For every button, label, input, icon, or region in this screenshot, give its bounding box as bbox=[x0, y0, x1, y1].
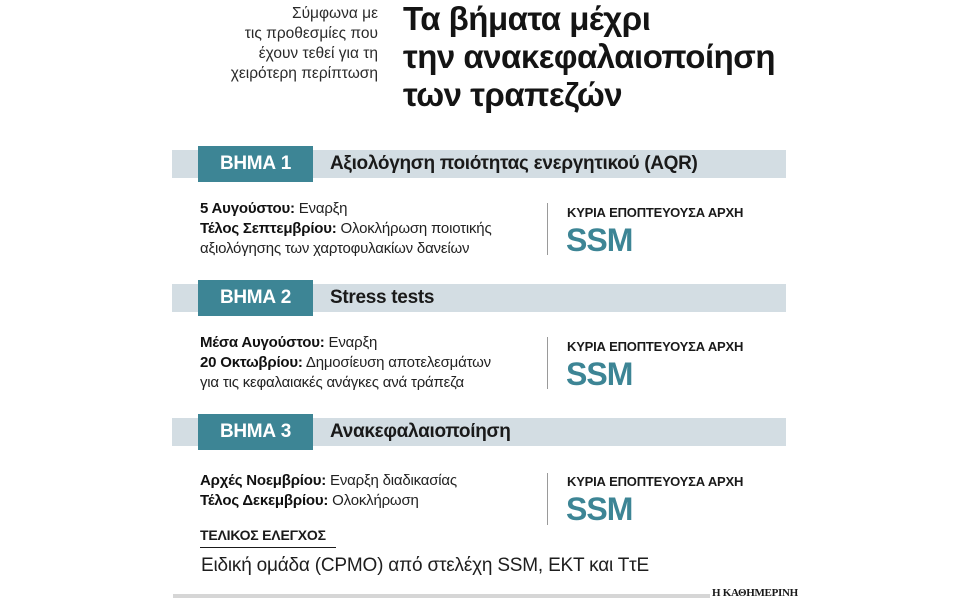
detail-line bbox=[200, 353, 540, 373]
detail-line bbox=[200, 333, 540, 353]
detail-date: 5 Αυγούστου: bbox=[200, 200, 295, 217]
detail-text: αξιολόγησης των χαρτοφυλακίων δανείων bbox=[200, 240, 470, 257]
detail-line bbox=[200, 219, 540, 239]
detail-text: Δημοσίευση αποτελεσμάτων bbox=[302, 354, 491, 371]
detail-date: Τέλος Σεπτεμβρίου: bbox=[200, 220, 337, 237]
detail-date: 20 Οκτωβρίου: bbox=[200, 354, 303, 371]
authority-label: ΚΥΡΙΑ ΕΠΟΠΤΕΥΟΥΣΑ ΑΡΧΗ bbox=[567, 474, 744, 489]
step-badge: ΒΗΜΑ 2 bbox=[198, 280, 313, 316]
detail-text: για τις κεφαλαιακές ανάγκες ανά τράπεζα bbox=[200, 374, 465, 391]
authority-value: SSM bbox=[566, 491, 633, 527]
detail-line bbox=[200, 471, 540, 491]
title-line: Τα βήματα μέχρι bbox=[403, 0, 651, 37]
authority-label: ΚΥΡΙΑ ΕΠΟΠΤΕΥΟΥΣΑ ΑΡΧΗ bbox=[567, 339, 744, 354]
authority-value: SSM bbox=[566, 222, 633, 258]
footer-rule bbox=[173, 594, 710, 598]
subtitle-line: έχουν τεθεί για τη bbox=[258, 45, 378, 62]
detail-line bbox=[200, 491, 540, 511]
authority-label: ΚΥΡΙΑ ΕΠΟΠΤΕΥΟΥΣΑ ΑΡΧΗ bbox=[567, 205, 744, 220]
step-details bbox=[200, 199, 540, 259]
publisher-brand: Η ΚΑΘΗΜΕΡΙΝΗ bbox=[712, 587, 798, 599]
detail-text: Ολοκλήρωση bbox=[328, 492, 419, 509]
page-title bbox=[403, 0, 803, 114]
detail-date: Μέσα Αυγούστου: bbox=[200, 334, 325, 351]
detail-text: Εναρξη διαδικασίας bbox=[326, 472, 457, 489]
step-name: Stress tests bbox=[330, 287, 435, 308]
detail-line bbox=[200, 199, 540, 219]
step-badge: ΒΗΜΑ 3 bbox=[198, 414, 313, 450]
step-details bbox=[200, 471, 540, 511]
step-details bbox=[200, 333, 540, 393]
divider bbox=[547, 473, 548, 525]
subtitle-line: χειρότερη περίπτωση bbox=[230, 65, 378, 82]
detail-text: Εναρξη bbox=[324, 334, 378, 351]
subtitle-line: Σύμφωνα με bbox=[292, 5, 378, 22]
detail-text: Εναρξη bbox=[294, 200, 348, 217]
detail-date: Τέλος Δεκεμβρίου: bbox=[200, 492, 329, 509]
step-name: Αξιολόγηση ποιότητας ενεργητικού (AQR) bbox=[330, 153, 698, 174]
step-badge: ΒΗΜΑ 1 bbox=[198, 146, 313, 182]
final-check-label: ΤΕΛΙΚΟΣ ΕΛΕΓΧΟΣ bbox=[200, 527, 336, 548]
divider bbox=[547, 203, 548, 255]
detail-date: Αρχές Νοεμβρίου: bbox=[200, 472, 327, 489]
detail-line bbox=[200, 239, 540, 259]
final-check-text: Ειδική ομάδα (CPMO) από στελέχη SSM, ΕΚΤ και ΤτΕ bbox=[201, 555, 649, 576]
authority-value: SSM bbox=[566, 356, 633, 392]
title-line: των τραπεζών bbox=[403, 76, 623, 113]
subtitle bbox=[200, 4, 378, 84]
divider bbox=[547, 337, 548, 389]
detail-line bbox=[200, 373, 540, 393]
detail-text: Ολοκλήρωση ποιοτικής bbox=[336, 220, 492, 237]
subtitle-line: τις προθεσμίες που bbox=[244, 25, 378, 42]
step-name: Ανακεφαλαιοποίηση bbox=[330, 421, 511, 442]
title-line: την ανακεφαλαιοποίηση bbox=[403, 38, 775, 75]
